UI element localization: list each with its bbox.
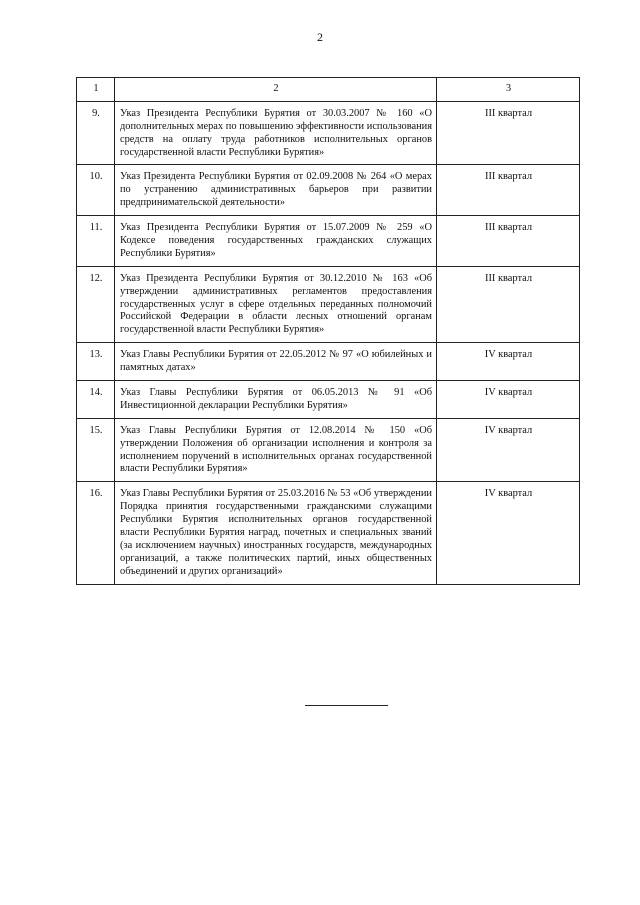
header-col-2: 2 [115, 78, 437, 102]
table-row [77, 266, 580, 342]
row-number: 15. [77, 418, 115, 482]
row-text: Указ Главы Республики Бурятия от 22.05.2012 № 97 «О юбилейных и памятных датах» [115, 343, 437, 381]
table-row [77, 101, 580, 165]
row-number: 11. [77, 216, 115, 267]
table-row [77, 343, 580, 381]
row-period: IV квартал [437, 482, 580, 584]
closing-divider [305, 705, 388, 706]
header-col-1: 1 [77, 78, 115, 102]
row-number: 16. [77, 482, 115, 584]
row-period: III квартал [437, 165, 580, 216]
row-text: Указ Президента Республики Бурятия от 02.09.2008 № 264 «О мерах по устранению административных барьеров при развитии предпринимательской деятельности» [115, 165, 437, 216]
row-text: Указ Президента Республики Бурятия от 30.03.2007 № 160 «О дополнительных мерах по повышению эффективности использования средств на оплату труда работников исполнительных органов государственной власти Республики Бурятия» [115, 101, 437, 165]
row-text: Указ Главы Республики Бурятия от 12.08.2014 № 150 «Об утверждении Положения об организации исполнения и контроля за исполнением поручений в исполнительных органах государственной власти Республики Бурятия» [115, 418, 437, 482]
row-text: Указ Главы Республики Бурятия от 06.05.2013 № 91 «Об Инвестиционной декларации Республики Бурятия» [115, 381, 437, 419]
header-col-3: 3 [437, 78, 580, 102]
row-number: 14. [77, 381, 115, 419]
row-text: Указ Президента Республики Бурятия от 30.12.2010 № 163 «Об утверждении административных регламентов предоставления государственных услуг в сфере отдельных переданных полномочий Российской Федерации в области лесных отношений органам государственной власти Республики Бурятия» [115, 266, 437, 342]
table-row [77, 216, 580, 267]
table-row [77, 165, 580, 216]
page-number: 2 [317, 30, 323, 44]
table-row [77, 418, 580, 482]
row-number: 13. [77, 343, 115, 381]
row-text: Указ Главы Республики Бурятия от 25.03.2016 № 53 «Об утверждении Порядка принятия государственными гражданскими служащими Республики Бурятия исполнительных органов государственной власти Республики Бурятия наград, почетных и специальных званий (за исключением научных) иностранных государств, международных организаций, а также политических партий, иных общественных объединений и других организаций» [115, 482, 437, 584]
table-header-row [77, 78, 580, 102]
row-period: IV квартал [437, 381, 580, 419]
row-period: III квартал [437, 101, 580, 165]
row-period: III квартал [437, 266, 580, 342]
row-period: IV квартал [437, 418, 580, 482]
row-number: 10. [77, 165, 115, 216]
document-table [76, 77, 580, 585]
row-text: Указ Президента Республики Бурятия от 15.07.2009 № 259 «О Кодексе поведения государственных гражданских служащих Республики Бурятия» [115, 216, 437, 267]
row-period: III квартал [437, 216, 580, 267]
row-number: 9. [77, 101, 115, 165]
table-row [77, 381, 580, 419]
row-period: IV квартал [437, 343, 580, 381]
table-row [77, 482, 580, 584]
row-number: 12. [77, 266, 115, 342]
